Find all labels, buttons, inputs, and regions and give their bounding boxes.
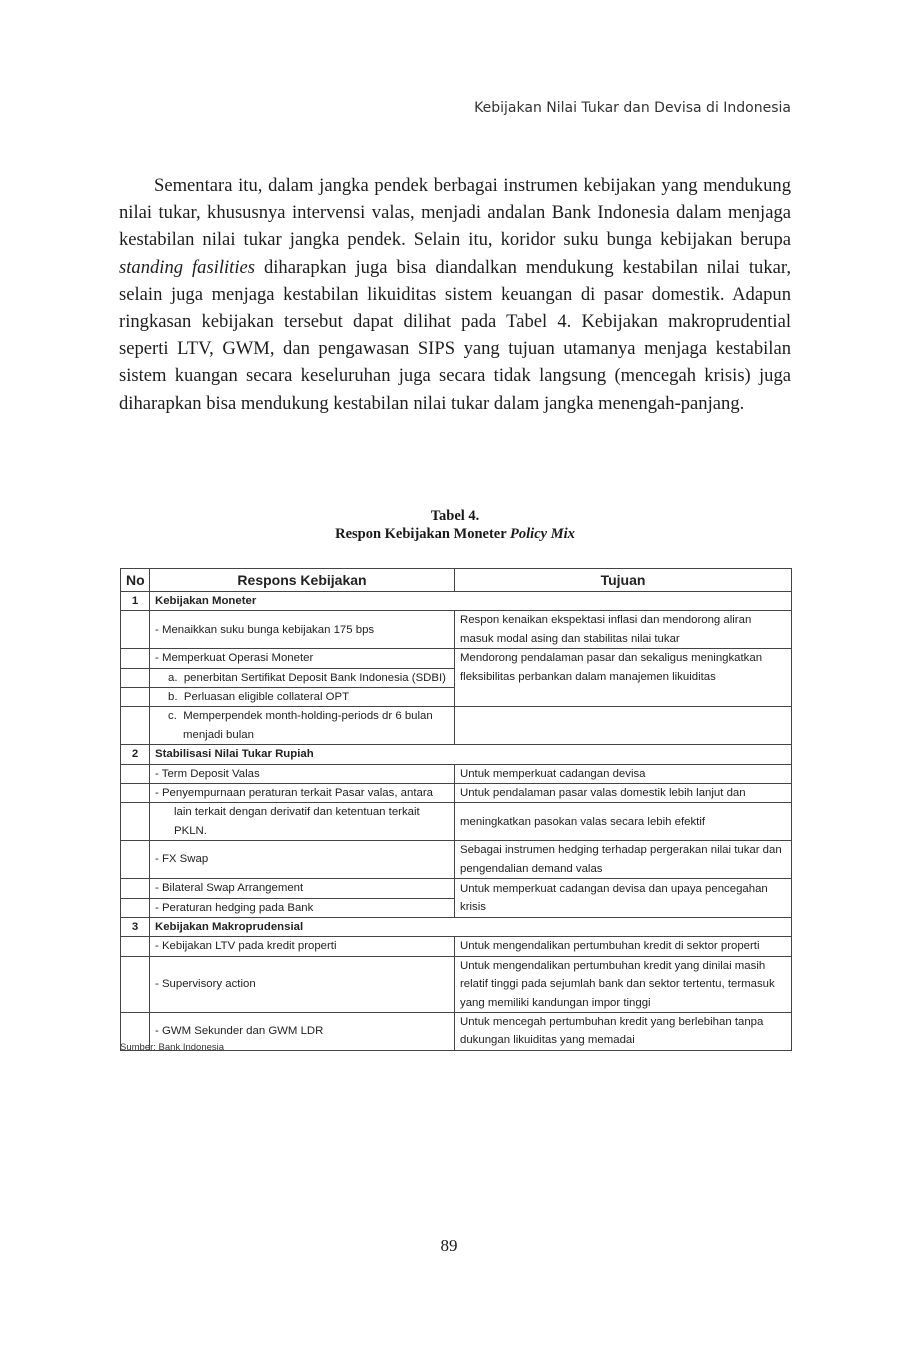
goal-cell	[455, 707, 792, 745]
table-row	[121, 937, 792, 956]
section-title: Stabilisasi Nilai Tukar Rupiah	[150, 745, 792, 764]
header-no: No	[121, 569, 150, 592]
table-row	[121, 649, 792, 668]
section-title: Kebijakan Moneter	[150, 592, 792, 611]
paragraph-text-1: Sementara itu, dalam jangka pendek berbagai instrumen kebijakan yang mendukung nilai tukar, khususnya intervensi valas, menjadi andalan Bank Indonesia dalam menjaga kestabilan nilai tukar jangka pendek. Selain itu, koridor suku bunga kebijakan berupa	[119, 175, 791, 251]
response-cell: - Menaikkan suku bunga kebijakan 175 bps	[150, 611, 455, 649]
response-cell: - Kebijakan LTV pada kredit properti	[150, 937, 455, 956]
goal-cell: Untuk mengendalikan pertumbuhan kredit yang dinilai masih relatif tinggi pada sejumlah bank dan sektor tertentu, termasuk yang memiliki kandungan impor tinggi	[455, 956, 792, 1012]
goal-cell: Untuk memperkuat cadangan devisa dan upaya pencegahan krisis	[455, 879, 792, 918]
response-cell: - Memperkuat Operasi Moneter	[150, 649, 455, 668]
table-row	[121, 784, 792, 803]
page-number: 89	[440, 1236, 458, 1255]
response-cell: - Bilateral Swap Arrangement	[150, 879, 455, 898]
running-header: Kebijakan Nilai Tukar dan Devisa di Indonesia	[474, 100, 791, 116]
goal-cell: meningkatkan pasokan valas secara lebih efektif	[455, 803, 792, 841]
goal-cell: Untuk mengendalikan pertumbuhan kredit di sektor properti	[455, 937, 792, 956]
response-cell: c. Memperpendek month-holding-periods dr 6 bulan menjadi bulan	[150, 707, 455, 745]
goal-cell: Sebagai instrumen hedging terhadap pergerakan nilai tukar dan pengendalian demand valas	[455, 841, 792, 879]
table-row	[121, 841, 792, 879]
table-caption-title: Respon Kebijakan Moneter Policy Mix	[335, 526, 575, 542]
header-goal: Tujuan	[455, 569, 792, 592]
table-source: Sumber: Bank Indonesia	[120, 1042, 225, 1053]
table-caption	[119, 507, 791, 543]
table-caption-emphasis: Policy Mix	[510, 526, 575, 542]
section-row	[121, 592, 792, 611]
table-caption-number: Tabel 4.	[430, 508, 480, 524]
table-row	[121, 803, 792, 841]
paragraph-text-2: diharapkan juga bisa diandalkan mendukung kestabilan nilai tukar, selain juga menjaga kestabilan likuiditas sistem keuangan di pasar domestik. Adapun ringkasan kebijakan tersebut dapat dilihat pada Tabel 4. Kebijakan makroprudential seperti LTV, GWM, dan pengawasan SIPS yang tujuan utamanya menjaga kestabilan sistem kuangan secara keseluruhan juga secara tidak langsung (mencegah krisis) juga diharapkan bisa mendukung kestabilan nilai tukar dalam jangka menengah-panjang.	[119, 256, 791, 414]
response-cell: b. Perluasan eligible collateral OPT	[150, 688, 455, 707]
section-title: Kebijakan Makroprudensial	[150, 917, 792, 936]
table-row	[121, 707, 792, 745]
response-cell: lain terkait dengan derivatif dan ketentuan terkait PKLN.	[150, 803, 455, 841]
table-row	[121, 956, 792, 1012]
response-cell: - Term Deposit Valas	[150, 764, 455, 783]
goal-cell: Untuk mencegah pertumbuhan kredit yang berlebihan tanpa dukungan likuiditas yang memadai	[455, 1012, 792, 1050]
section-row	[121, 745, 792, 764]
section-number: 3	[121, 917, 150, 936]
policy-table	[120, 568, 792, 1051]
section-row	[121, 917, 792, 936]
table-row	[121, 611, 792, 649]
table-header-row	[121, 569, 792, 592]
response-cell: a. penerbitan Sertifikat Deposit Bank Indonesia (SDBI)	[150, 668, 455, 687]
response-cell: - Supervisory action	[150, 956, 455, 1012]
header-response: Respons Kebijakan	[150, 569, 455, 592]
section-number: 2	[121, 745, 150, 764]
goal-cell: Mendorong pendalaman pasar dan sekaligus meningkatkan fleksibilitas perbankan dalam manajemen likuiditas	[455, 649, 792, 707]
response-cell: - Penyempurnaan peraturan terkait Pasar valas, antara	[150, 784, 455, 803]
table-row	[121, 879, 792, 898]
goal-cell: Respon kenaikan ekspektasi inflasi dan mendorong aliran masuk modal asing dan stabilitas nilai tukar	[455, 611, 792, 649]
body-paragraph	[119, 172, 791, 417]
paragraph-emphasis: standing fasilities	[119, 256, 256, 278]
table-row	[121, 764, 792, 783]
goal-cell: Untuk memperkuat cadangan devisa	[455, 764, 792, 783]
response-cell: - Peraturan hedging pada Bank	[150, 898, 455, 917]
goal-cell: Untuk pendalaman pasar valas domestik lebih lanjut dan	[455, 784, 792, 803]
response-cell: - GWM Sekunder dan GWM LDR	[150, 1012, 455, 1050]
section-number: 1	[121, 592, 150, 611]
response-cell: - FX Swap	[150, 841, 455, 879]
